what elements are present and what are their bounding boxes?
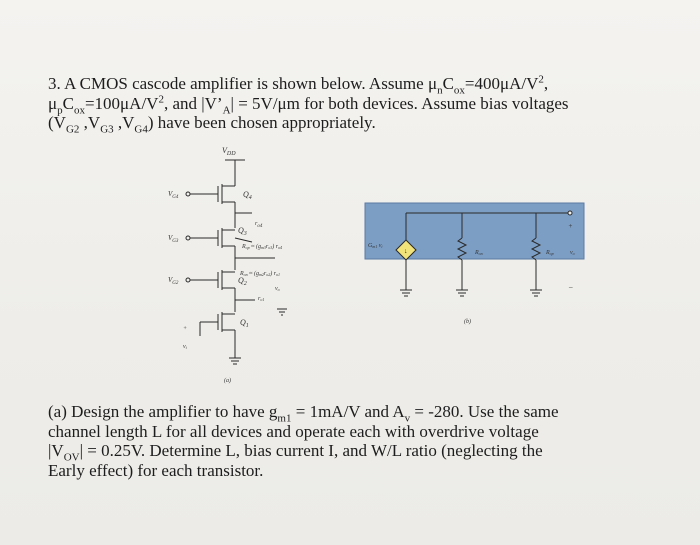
text: , [543, 74, 549, 93]
vo-label-b: vo [570, 250, 575, 256]
text: C [442, 74, 454, 93]
sup: 2 [538, 73, 544, 86]
vi-label: vi [183, 344, 187, 350]
ro4-label: $r_{o4}$ [255, 221, 263, 229]
vg3-label: $V_{G3}$ [168, 234, 179, 244]
q4-label: $Q_4$ [243, 190, 252, 201]
rop-label-b: Rop [546, 250, 554, 256]
q2-label: $Q_2$ [238, 276, 247, 287]
gm-label: Gm1 vi [368, 243, 383, 249]
text: A CMOS cascode amplifier is shown below. Assume μ [64, 74, 438, 93]
part-a-line-2: channel length L for all devices and operate each with overdrive voltage [48, 421, 539, 441]
sub: n [437, 84, 443, 97]
sub: G3 [100, 123, 114, 136]
vg2-label: $V_{G2}$ [168, 276, 179, 286]
part-a-line-4: Early effect) for each transistor. [48, 460, 264, 480]
ro1-label: ro1 [258, 296, 265, 302]
part-a-line-1 [48, 402, 668, 425]
vo-terminal [568, 211, 572, 215]
text: , and |V’ [163, 93, 223, 113]
vg4-label: $V_{G4}$ [168, 190, 179, 200]
vdd-label: $V_{DD}$ [222, 146, 236, 157]
ron-label: Ron ≈ (gm2ro2) ro1 [240, 271, 281, 277]
ron-label-b: Ron [475, 250, 483, 256]
sub: ox [73, 103, 85, 116]
text: = -280. Use the same [410, 402, 559, 421]
figure-a-label: (a) [224, 378, 231, 384]
problem-number: 3. [48, 74, 61, 93]
text: ) have been chosen appropriately. [147, 113, 376, 132]
part-a-line-3 [48, 441, 668, 464]
text: | = 0.25V. Determine L, bias current I, and W/L ratio (neglecting the [79, 441, 543, 460]
sub: G4 [134, 123, 148, 136]
text: C [62, 93, 74, 113]
rop-label: Rop ≈ (gm3ro3) ro4 [242, 244, 283, 250]
text: ,V [79, 113, 101, 132]
sub: m1 [277, 412, 292, 425]
vo-plus: + [568, 222, 573, 230]
sub: ox [453, 84, 465, 97]
text: (V [48, 113, 66, 132]
q1-label: $Q_1$ [240, 318, 249, 329]
text: =400μA/V [464, 74, 539, 93]
vo-label-a: vo [275, 286, 280, 292]
sub: v [404, 412, 411, 425]
text: μ [48, 93, 58, 113]
text: |V [48, 441, 64, 460]
figure-b-label: (b) [464, 319, 471, 325]
part-a-question [48, 402, 668, 480]
text: = 1mA/V and A [291, 402, 405, 421]
sub: OV [63, 451, 80, 464]
vi-plus: + [183, 326, 188, 332]
text: =100μA/V [84, 93, 159, 113]
text: | = 5V/μm for both devices. Assume bias voltages [230, 93, 569, 113]
sup: 2 [158, 92, 164, 105]
text: ,V [113, 113, 135, 132]
sub: p [57, 103, 63, 116]
sub: G2 [65, 123, 80, 136]
q3-label: $Q_3$ [238, 226, 247, 237]
vo-minus: − [568, 283, 574, 292]
text: (a) Design the amplifier to have g [48, 402, 278, 421]
current-source-arrow-icon: ↓ [404, 247, 408, 255]
sub: A [222, 103, 231, 116]
